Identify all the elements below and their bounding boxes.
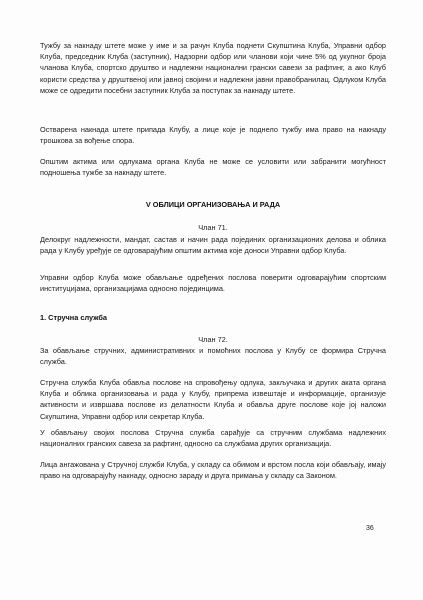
article-71-title: Члан 71. — [198, 223, 228, 232]
article-72-paragraph-3: У обављању својих послова Стручна служба сарађује са стручним службама надлежних националних гранских савеза за рафтинг, односно са службама других организација. — [40, 428, 386, 449]
subsection-heading: 1. Стручна служба — [40, 313, 108, 322]
article-71-paragraph-2: Управни одбор Клуба може обављање одређених послова поверити одговарајућим спортским институцијама, организацијама односно појединцима. — [40, 273, 386, 294]
paragraph-compensation: Остварена накнада штете припада Клубу, а лице које је поднело тужбу има право на накнаду трошкова за вођење спора. — [40, 125, 386, 146]
article-72-paragraph-4: Лица ангажована у Стручној служби Клуба, у складу са обимом и врстом посла који обављају, имају право на одговарајућу накнаду, односно зараду и друга примања у складу са Законом. — [40, 460, 386, 481]
page-number: 36 — [366, 525, 374, 532]
paragraph-general-acts: Општим актима или одлукама органа Клуба не може се условити или забранити могућност подношења тужбе за накнаду штете. — [40, 157, 386, 178]
article-72-title: Члан 72. — [198, 335, 228, 344]
article-72-paragraph-1: За обављање стручних, административних и помоћних послова у Клубу се формира Стручна служба. — [40, 346, 386, 367]
article-71-paragraph-1: Делокруг надлежности, мандат, састав и начин рада појединих организационих делова и облика рада у Клубу уређује се одговарајућим општим актима које доноси Управни одбор Клуба. — [40, 235, 386, 256]
section-heading: V ОБЛИЦИ ОРГАНИЗОВАЊА И РАДА — [145, 200, 281, 209]
paragraph-damages-lawsuit: Тужбу за накнаду штете може у име и за рачун Клуба поднети Скупштина Клуба, Управни одбор Клуба, председник Клуба (заступник), Надзорни одбор или чланови који чине 5% од укупног броја чланова Клуба, спортско друштво и надлежни национални грански савези за рафтинг, а ако Клуб користи средства у друштвеној или јавној својини и надлежни јавни правобранилац. Одлуком Клуба може се одредити посебни заступник Клуба за поступак за накнаду штете. — [40, 41, 386, 95]
article-72-paragraph-2: Стручна служба Клуба обавља послове на спровођењу одлука, закључака и других аката органа Клуба и облика организовања и рада у Клубу, припрема извештаје и информације, организује активности и извршава послове из делатности Клуба и обавља друге послове које јој наложи Скупштина, Управни одбор или секретар Клуба. — [40, 378, 386, 421]
